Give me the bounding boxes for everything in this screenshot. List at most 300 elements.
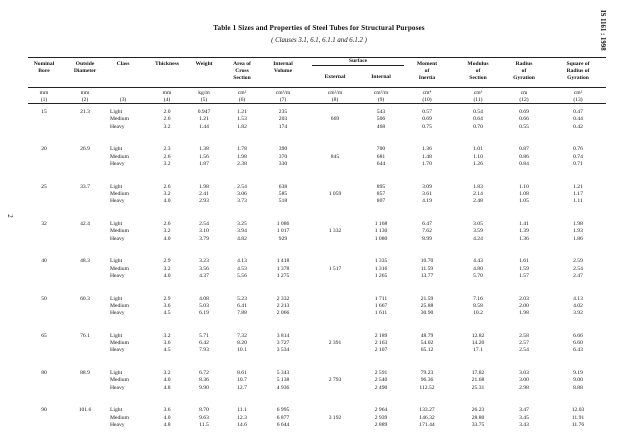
unit-label: mm bbox=[39, 90, 49, 96]
table-cell: 330 bbox=[278, 160, 288, 167]
table-cell: 3.03 bbox=[519, 370, 529, 377]
table-cell: 2.98 bbox=[519, 384, 529, 391]
nominal-bore-value: 32 bbox=[41, 220, 47, 227]
table-cell: 1.83 bbox=[473, 183, 483, 190]
table-cell: 1.53 bbox=[237, 116, 247, 123]
table-cell: 1.98 bbox=[237, 153, 247, 160]
table-title: Table 1 Sizes and Properties of Steel Tubes for Structural Purposes bbox=[213, 24, 425, 32]
table-cell: 1.87 bbox=[199, 160, 209, 167]
table-cell: 0.71 bbox=[573, 160, 583, 167]
header-square-radius-of-gyration: Square of bbox=[566, 61, 590, 67]
header-square-radius-of-gyration: Radius of bbox=[566, 68, 590, 74]
table-cell: 17.1 bbox=[473, 347, 483, 354]
table-cell: 79.23 bbox=[420, 370, 434, 377]
table-cell: 2.6 bbox=[163, 153, 171, 160]
table-cell: 4.08 bbox=[199, 295, 209, 302]
table-cell: 1 017 bbox=[276, 228, 290, 235]
table-cell: 4.13 bbox=[237, 258, 247, 265]
table-cell: 12.7 bbox=[237, 384, 247, 391]
class-value: Heavy bbox=[110, 422, 125, 428]
table-cell: 3.2 bbox=[163, 228, 171, 235]
header-area: Cross bbox=[235, 68, 249, 74]
table-cell: 857 bbox=[376, 190, 386, 197]
table-cell: 6.60 bbox=[573, 340, 583, 347]
table-cell: 11.1 bbox=[237, 407, 247, 414]
table-cell: 1 086 bbox=[276, 220, 290, 227]
class-value: Light bbox=[110, 109, 123, 115]
table-cell: 7.32 bbox=[237, 332, 247, 339]
class-value: Light bbox=[110, 295, 123, 302]
table-cell: 12.3 bbox=[237, 414, 247, 421]
table-cell: 3.61 bbox=[422, 190, 432, 197]
table-cell: 1.01 bbox=[473, 146, 483, 153]
table-cell: 4.5 bbox=[163, 310, 171, 317]
table-cell: 1 667 bbox=[374, 302, 388, 309]
table-cell: 10.1 bbox=[237, 347, 247, 354]
table-cell: 9.19 bbox=[573, 370, 583, 377]
column-number: (2) bbox=[81, 97, 89, 103]
table-cell: 2.54 bbox=[573, 265, 583, 272]
table-cell: 0.70 bbox=[473, 123, 483, 130]
table-cell: 1.70 bbox=[422, 160, 432, 167]
external-surface-value: 1 332 bbox=[328, 228, 342, 235]
table-cell: 1.21 bbox=[573, 183, 583, 190]
table-cell: 0.76 bbox=[573, 146, 583, 153]
table-cell: 3.79 bbox=[199, 235, 209, 242]
table-cell: 6.72 bbox=[199, 370, 209, 377]
table-cell: 1.57 bbox=[519, 272, 529, 279]
nominal-bore-value: 90 bbox=[41, 407, 47, 414]
table-cell: 5.71 bbox=[199, 332, 209, 339]
table-cell: 174 bbox=[278, 123, 288, 130]
table-cell: 1.36 bbox=[422, 146, 432, 153]
table-cell: 54.02 bbox=[420, 340, 434, 347]
table-cell: 2.47 bbox=[573, 272, 583, 279]
header-weight: Weight bbox=[195, 61, 213, 67]
table-cell: 8.61 bbox=[237, 370, 247, 377]
table-cell: 4.80 bbox=[473, 265, 483, 272]
table-cell: 4.13 bbox=[573, 295, 583, 302]
table-cell: 1.78 bbox=[237, 146, 247, 153]
class-value: Light bbox=[110, 220, 123, 227]
table-cell: 0.69 bbox=[519, 109, 529, 115]
table-cell: 3.09 bbox=[422, 183, 432, 190]
table-cell: 4.5 bbox=[163, 347, 171, 354]
class-value: Heavy bbox=[110, 347, 125, 354]
table-cell: 3.2 bbox=[163, 370, 171, 377]
table-cell: 9.00 bbox=[573, 377, 583, 384]
table-cell: 1.98 bbox=[573, 220, 583, 227]
table-cell: 0.55 bbox=[519, 123, 529, 130]
external-surface-value: 1 517 bbox=[328, 265, 342, 272]
class-value: Medium bbox=[110, 377, 129, 384]
table-cell: 3.2 bbox=[163, 190, 171, 197]
table-cell: 1.17 bbox=[573, 190, 583, 197]
table-cell: 4.0 bbox=[163, 272, 171, 279]
unit-label: kg/m bbox=[198, 90, 210, 96]
table-cell: 30.90 bbox=[420, 310, 434, 317]
table-cell: 9.90 bbox=[199, 384, 209, 391]
header-square-radius-of-gyration: Gyration bbox=[567, 75, 589, 81]
table-cell: 1 711 bbox=[374, 295, 388, 302]
header-outside-diameter: Diameter bbox=[73, 68, 97, 74]
column-number: (5) bbox=[200, 97, 208, 103]
table-cell: 700 bbox=[376, 146, 386, 153]
external-surface-value: 845 bbox=[330, 153, 340, 160]
header-surface-external: External bbox=[324, 74, 346, 80]
unit-label: cm bbox=[520, 90, 528, 96]
table-cell: 1.41 bbox=[519, 220, 529, 227]
table-cell: 9.63 bbox=[199, 414, 209, 421]
table-cell: 8.88 bbox=[573, 384, 583, 391]
column-number: (4) bbox=[163, 97, 171, 103]
class-value: Medium bbox=[110, 265, 129, 272]
table-cell: 3.23 bbox=[199, 258, 209, 265]
unit-label: mm bbox=[162, 90, 172, 96]
table-cell: 4.24 bbox=[473, 235, 483, 242]
table-cell: 21.59 bbox=[420, 295, 434, 302]
table-cell: 7.16 bbox=[473, 295, 483, 302]
outside-diameter-value: 76.1 bbox=[80, 332, 90, 339]
table-cell: 2 889 bbox=[374, 422, 388, 428]
class-value: Medium bbox=[110, 190, 129, 197]
table-cell: 518 bbox=[278, 198, 288, 205]
table-cell: 96.36 bbox=[420, 377, 434, 384]
table-cell: 235 bbox=[278, 109, 288, 115]
table-cell: 0.64 bbox=[473, 116, 483, 123]
table-cell: 3.06 bbox=[237, 190, 247, 197]
table-cell: 543 bbox=[376, 109, 386, 115]
class-value: Medium bbox=[110, 153, 129, 160]
table-cell: 3.05 bbox=[473, 220, 483, 227]
table-cell: 1.26 bbox=[473, 160, 483, 167]
header-moment-of-inertia: of bbox=[424, 68, 430, 74]
table-cell: 65.12 bbox=[420, 347, 434, 354]
table-cell: 4.53 bbox=[237, 265, 247, 272]
header-bottom-rule bbox=[28, 87, 606, 88]
table-cell: 17.82 bbox=[471, 370, 485, 377]
external-surface-value: 3 192 bbox=[328, 414, 342, 421]
table-cell: 5 343 bbox=[276, 370, 290, 377]
table-cell: 1.61 bbox=[519, 258, 529, 265]
class-value: Medium bbox=[110, 302, 129, 309]
table-cell: 1.11 bbox=[573, 198, 583, 205]
column-number: (13) bbox=[573, 97, 583, 103]
table-cell: 1 418 bbox=[276, 258, 290, 265]
table-cell: 2.6 bbox=[163, 220, 171, 227]
table-cell: 4.8 bbox=[163, 384, 171, 391]
table-cell: 2.59 bbox=[573, 258, 583, 265]
class-value: Heavy bbox=[110, 198, 125, 205]
table-cell: 2 964 bbox=[374, 407, 388, 414]
table-cell: 1.21 bbox=[199, 116, 209, 123]
table-cell: 3.2 bbox=[163, 265, 171, 272]
table-cell: 8.70 bbox=[199, 407, 209, 414]
table-cell: 0.44 bbox=[573, 116, 583, 123]
unit-label: cm³ bbox=[473, 90, 483, 96]
table-cell: 48.79 bbox=[420, 332, 434, 339]
class-value: Light bbox=[110, 370, 123, 377]
header-nominal-bore: Nominal bbox=[33, 61, 55, 67]
table-cell: 2.38 bbox=[237, 160, 247, 167]
table-cell: 1.98 bbox=[519, 310, 529, 317]
table-cell: 644 bbox=[376, 160, 386, 167]
nominal-bore-value: 80 bbox=[41, 370, 47, 377]
table-cell: 1 265 bbox=[374, 272, 388, 279]
header-area: Area of bbox=[233, 61, 251, 67]
external-surface-value: 1 059 bbox=[328, 190, 342, 197]
table-cell: 2.48 bbox=[473, 198, 483, 205]
table-cell: 3 814 bbox=[276, 332, 290, 339]
header-moment-of-inertia: Inertia bbox=[418, 75, 436, 81]
table-cell: 4.43 bbox=[473, 258, 483, 265]
table-cell: 1.44 bbox=[199, 123, 209, 130]
table-cell: 10.2 bbox=[473, 310, 483, 317]
table-cell: 5.23 bbox=[237, 295, 247, 302]
table-cell: 0.54 bbox=[473, 109, 483, 115]
table-cell: 370 bbox=[278, 153, 288, 160]
table-cell: 5 138 bbox=[276, 377, 290, 384]
table-cell: 2.9 bbox=[163, 258, 171, 265]
table-cell: 2.57 bbox=[519, 340, 529, 347]
table-cell: 1.38 bbox=[199, 146, 209, 153]
nominal-bore-value: 25 bbox=[41, 183, 47, 190]
table-cell: 1 080 bbox=[374, 235, 388, 242]
outside-diameter-value: 88.9 bbox=[80, 370, 90, 377]
class-value: Medium bbox=[110, 340, 129, 347]
table-cell: 929 bbox=[278, 235, 288, 242]
table-cell: 4 936 bbox=[276, 384, 290, 391]
class-value: Heavy bbox=[110, 123, 125, 130]
nominal-bore-value: 40 bbox=[41, 258, 47, 265]
table-cell: 3.56 bbox=[199, 265, 209, 272]
header-nominal-bore: Bore bbox=[38, 68, 50, 74]
table-cell: 2.00 bbox=[519, 302, 529, 309]
header-radius-of-gyration: Radius bbox=[515, 61, 533, 67]
table-cell: 3.25 bbox=[237, 220, 247, 227]
class-value: Medium bbox=[110, 414, 129, 421]
table-cell: 2 490 bbox=[374, 384, 388, 391]
table-cell: 6 644 bbox=[276, 422, 290, 428]
outside-diameter-value: 21.3 bbox=[80, 109, 90, 115]
table-cell: 3.73 bbox=[237, 198, 247, 205]
nominal-bore-value: 65 bbox=[41, 332, 47, 339]
table-clauses: ( Clauses 3.1, 6.1, 6.1.1 and 6.1.2 ) bbox=[271, 37, 367, 44]
class-value: Heavy bbox=[110, 384, 125, 391]
table-cell: 3.92 bbox=[573, 310, 583, 317]
table-cell: 2.54 bbox=[199, 220, 209, 227]
table-cell: 1 275 bbox=[276, 272, 290, 279]
table-cell: 28.80 bbox=[471, 414, 485, 421]
table-cell: 3.59 bbox=[473, 228, 483, 235]
table-cell: 2.54 bbox=[519, 347, 529, 354]
table-cell: 1.59 bbox=[519, 265, 529, 272]
external-surface-value: 2 793 bbox=[328, 377, 342, 384]
table-cell: 1.86 bbox=[573, 235, 583, 242]
nominal-bore-value: 20 bbox=[41, 146, 47, 153]
table-cell: 3.6 bbox=[163, 407, 171, 414]
table-cell: 5.70 bbox=[473, 272, 483, 279]
table-cell: 1.39 bbox=[519, 228, 529, 235]
table-cell: 8.20 bbox=[237, 340, 247, 347]
table-cell: 4.37 bbox=[199, 272, 209, 279]
nominal-bore-value: 50 bbox=[41, 295, 47, 302]
table-cell: 1.10 bbox=[519, 183, 529, 190]
table-cell: 1.10 bbox=[473, 153, 483, 160]
header-modulus-of-section: Modulus bbox=[467, 61, 489, 67]
header-radius-of-gyration: of bbox=[521, 68, 527, 74]
class-value: Heavy bbox=[110, 235, 125, 242]
table-cell: 2.3 bbox=[163, 146, 171, 153]
header-area: Section bbox=[233, 75, 251, 81]
table-cell: 2.6 bbox=[163, 116, 171, 123]
unit-label: mm bbox=[80, 90, 90, 96]
table-cell: 5.56 bbox=[237, 272, 247, 279]
header-moment-of-inertia: Moment bbox=[416, 61, 438, 67]
table-cell: 1.36 bbox=[519, 235, 529, 242]
header-outside-diameter: Outside bbox=[75, 61, 95, 67]
class-value: Medium bbox=[110, 116, 129, 123]
column-number: (3) bbox=[119, 97, 127, 103]
header-internal-volume: Internal bbox=[273, 61, 293, 67]
table-cell: 6.47 bbox=[422, 220, 432, 227]
class-value: Light bbox=[110, 332, 123, 339]
table-cell: 895 bbox=[376, 183, 386, 190]
table-cell: 6 995 bbox=[276, 407, 290, 414]
column-number: (11) bbox=[473, 97, 483, 103]
header-modulus-of-section: of bbox=[475, 68, 481, 74]
table-cell: 33.75 bbox=[471, 422, 485, 428]
table-cell: 11.5 bbox=[199, 422, 209, 428]
table-cell: 638 bbox=[278, 183, 288, 190]
table-cell: 2 213 bbox=[276, 302, 290, 309]
table-cell: 1 316 bbox=[374, 265, 388, 272]
table-cell: 12.03 bbox=[571, 407, 585, 414]
column-number: (12) bbox=[519, 97, 529, 103]
header-modulus-of-section: Section bbox=[469, 75, 487, 81]
table-cell: 1 168 bbox=[374, 220, 388, 227]
outside-diameter-value: 33.7 bbox=[80, 183, 90, 190]
outside-diameter-value: 101.6 bbox=[78, 407, 92, 414]
table-cell: 11.59 bbox=[420, 265, 434, 272]
table-cell: 3.94 bbox=[237, 228, 247, 235]
table-cell: 1.05 bbox=[519, 198, 529, 205]
table-cell: 0.42 bbox=[573, 123, 583, 130]
table-cell: 506 bbox=[376, 116, 386, 123]
table-cell: 3.47 bbox=[519, 407, 529, 414]
table-cell: 3.2 bbox=[163, 160, 171, 167]
table-cell: 4.02 bbox=[573, 302, 583, 309]
table-top-rule bbox=[28, 57, 606, 58]
table-cell: 0.74 bbox=[573, 153, 583, 160]
table-cell: 0.87 bbox=[519, 146, 529, 153]
table-cell: 3.43 bbox=[519, 422, 529, 428]
nominal-bore-value: 15 bbox=[41, 109, 47, 115]
outside-diameter-value: 26.9 bbox=[80, 146, 90, 153]
standard-code: IS 1161 : 1998 bbox=[599, 10, 606, 51]
table-cell: 2.58 bbox=[519, 332, 529, 339]
table-cell: 10.70 bbox=[420, 258, 434, 265]
table-cell: 2 939 bbox=[374, 414, 388, 421]
table-cell: 1.56 bbox=[199, 153, 209, 160]
unit-label: cm²/m bbox=[327, 90, 343, 96]
class-value: Heavy bbox=[110, 310, 125, 317]
table-cell: 2 540 bbox=[374, 377, 388, 384]
table-cell: 1 335 bbox=[374, 258, 388, 265]
table-cell: 0.57 bbox=[422, 109, 432, 115]
table-cell: 2 163 bbox=[374, 340, 388, 347]
column-number: (8) bbox=[331, 97, 339, 103]
table-cell: 1 378 bbox=[276, 265, 290, 272]
table-cell: 4.19 bbox=[422, 198, 432, 205]
table-cell: 146.32 bbox=[419, 414, 435, 421]
column-number: (7) bbox=[279, 97, 287, 103]
table-cell: 3.6 bbox=[163, 340, 171, 347]
table-cell: 1 611 bbox=[374, 310, 388, 317]
table-cell: 8.36 bbox=[199, 377, 209, 384]
table-cell: 11.76 bbox=[571, 422, 585, 428]
column-number: (10) bbox=[422, 97, 432, 103]
table-cell: 2.41 bbox=[199, 190, 209, 197]
unit-label: cm² bbox=[237, 90, 247, 96]
table-cell: 2.14 bbox=[473, 190, 483, 197]
table-cell: 0.66 bbox=[519, 116, 529, 123]
table-cell: 4.0 bbox=[163, 414, 171, 421]
table-cell: 1.08 bbox=[519, 190, 529, 197]
class-value: Light bbox=[110, 258, 123, 265]
table-cell: 2 107 bbox=[374, 347, 388, 354]
class-value: Light bbox=[110, 407, 123, 414]
column-number: (1) bbox=[40, 97, 48, 103]
table-cell: 0.75 bbox=[422, 123, 432, 130]
unit-label: cm²/m bbox=[373, 90, 389, 96]
table-cell: 7.93 bbox=[199, 347, 209, 354]
table-cell: 4.0 bbox=[163, 198, 171, 205]
table-cell: 10.7 bbox=[237, 377, 247, 384]
table-cell: 11.91 bbox=[571, 414, 585, 421]
table-cell: 14.6 bbox=[237, 422, 247, 428]
table-cell: 1 130 bbox=[374, 228, 388, 235]
outside-diameter-value: 48.3 bbox=[80, 258, 90, 265]
table-cell: 681 bbox=[376, 153, 386, 160]
header-surface-internal: Internal bbox=[371, 74, 391, 80]
table-cell: 468 bbox=[376, 123, 386, 130]
header-thickness: Thickness bbox=[155, 61, 179, 67]
table-cell: 6.66 bbox=[573, 332, 583, 339]
table-cell: 203 bbox=[278, 116, 288, 123]
table-cell: 4.8 bbox=[163, 422, 171, 428]
table-cell: 8.58 bbox=[473, 302, 483, 309]
table-cell: 2.54 bbox=[237, 183, 247, 190]
table-cell: 133.27 bbox=[419, 407, 435, 414]
header-class: Class bbox=[116, 61, 130, 67]
table-cell: 0.84 bbox=[519, 160, 529, 167]
table-cell: 2 591 bbox=[374, 370, 388, 377]
external-surface-value: 669 bbox=[330, 116, 340, 123]
table-cell: 0.47 bbox=[573, 109, 583, 115]
table-cell: 3.00 bbox=[519, 377, 529, 384]
table-cell: 1.98 bbox=[199, 183, 209, 190]
table-cell: 2 332 bbox=[276, 295, 290, 302]
unit-label: cm⁴ bbox=[422, 90, 432, 96]
table-cell: 0.69 bbox=[422, 116, 432, 123]
header-radius-of-gyration: Gyration bbox=[513, 75, 535, 81]
table-cell: 807 bbox=[376, 198, 386, 205]
table-cell: 112.52 bbox=[419, 384, 435, 391]
class-value: Medium bbox=[110, 228, 129, 235]
table-cell: 7.62 bbox=[422, 228, 432, 235]
table-cell: 2 189 bbox=[374, 332, 388, 339]
